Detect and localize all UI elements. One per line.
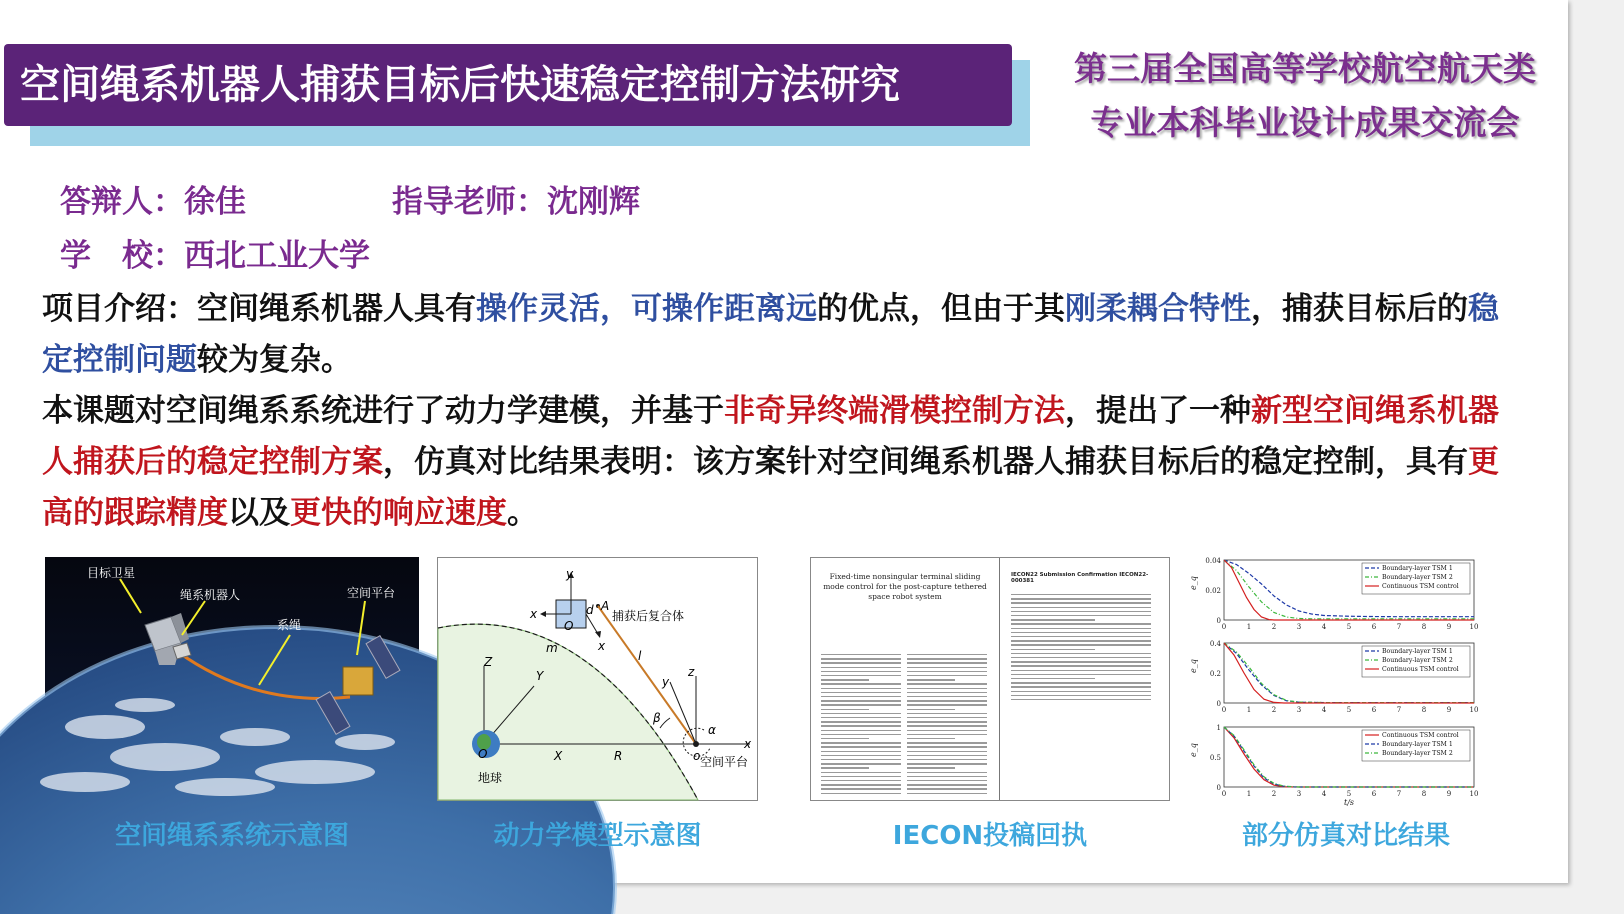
conference-line-2: 专业本科毕业设计成果交流会 <box>1090 103 1520 142</box>
text-line <box>1011 695 1151 696</box>
space-tether-system-image <box>45 557 419 801</box>
x-tick-label: 9 <box>1446 623 1452 631</box>
x-tick-label: 1 <box>1246 623 1252 631</box>
text-line <box>1011 615 1151 616</box>
y-axis-label: e_q <box>1189 576 1198 590</box>
sim-chart-3 <box>1189 724 1478 807</box>
y2-label: y <box>662 675 670 689</box>
conference-line-1: 第三届全国高等学校航空航天类 <box>1074 49 1536 88</box>
text-line <box>907 793 987 794</box>
text-line <box>907 696 987 697</box>
mn-label: m <box>546 641 558 655</box>
text-line <box>1011 644 1151 645</box>
alpha-label: α <box>708 723 716 737</box>
legend-entry: Boundary-layer TSM 1 <box>1382 565 1453 572</box>
x2-label: x <box>744 737 752 751</box>
text-line <box>907 692 987 693</box>
x-tick-label: 9 <box>1446 706 1452 714</box>
text-line <box>1011 649 1095 650</box>
intro-run: 以及 <box>228 495 290 531</box>
y-axis-label: Y <box>536 669 544 683</box>
legend-entry: Continuous TSM control <box>1382 666 1459 673</box>
y-tick-label: 0.4 <box>1209 640 1221 648</box>
x-tick-label: 3 <box>1296 790 1302 798</box>
text-line <box>1011 653 1151 654</box>
x-axis-label: t/s <box>1343 798 1355 807</box>
text-line <box>907 709 955 710</box>
iecon-receipt-image <box>810 557 1170 801</box>
r-label: R <box>614 749 623 763</box>
platform-label: 空间平台 <box>347 586 396 600</box>
text-line <box>1011 598 1151 599</box>
text-line <box>907 767 955 768</box>
text-line <box>907 742 987 743</box>
xb-label: x <box>530 607 538 621</box>
text-line <box>1011 623 1151 624</box>
text-line <box>1011 691 1151 692</box>
text-line <box>821 730 901 731</box>
legend-entry: Boundary-layer TSM 2 <box>1382 657 1453 664</box>
text-line <box>1011 611 1151 612</box>
x-tick-label: 9 <box>1446 790 1452 798</box>
text-line <box>907 700 987 701</box>
o2-label: o <box>693 749 701 763</box>
x-tick-label: 1 <box>1246 790 1252 798</box>
x-tick-label: 0 <box>1221 706 1227 714</box>
figure-caption-system: 空间绳系系统示意图 <box>114 821 349 851</box>
text-line <box>821 772 901 773</box>
text-line <box>821 721 901 722</box>
text-line <box>907 784 987 785</box>
project-introduction <box>42 284 1527 539</box>
intro-run: ，提出了一种 <box>1065 393 1251 429</box>
text-line <box>907 734 987 735</box>
intro-run: 非奇异终端滑模控制方法 <box>724 393 1065 429</box>
x-tick-label: 3 <box>1296 623 1302 631</box>
x-tick-label: 6 <box>1371 706 1377 714</box>
intro-run: 刚柔耦合特性 <box>1065 291 1251 327</box>
slide-title: 空间绳系机器人捕获目标后快速稳定控制方法研究 <box>4 44 1012 126</box>
text-line <box>907 675 987 676</box>
text-line <box>907 776 987 777</box>
x-tick-label: 8 <box>1421 623 1427 631</box>
text-line <box>821 717 901 718</box>
text-line <box>821 700 901 701</box>
text-line <box>1011 699 1151 700</box>
text-line <box>907 772 987 773</box>
x-tick-label: 4 <box>1321 706 1327 714</box>
x-tick-label: 7 <box>1396 790 1402 798</box>
y-tick-label: 1 <box>1216 724 1221 732</box>
simulation-comparison-charts <box>1186 557 1486 807</box>
text-line <box>907 759 987 760</box>
figure-caption-dynamics: 动力学模型示意图 <box>493 821 702 851</box>
text-line <box>1011 632 1151 633</box>
intro-paragraph-2 <box>42 386 1527 539</box>
dynamics-model-diagram <box>437 557 758 801</box>
text-line <box>907 713 987 714</box>
text-line <box>821 713 901 714</box>
x-tick-label: 0 <box>1221 790 1227 798</box>
text-line <box>821 704 901 705</box>
legend-entry: Boundary-layer TSM 1 <box>1382 648 1453 655</box>
text-line <box>907 667 987 668</box>
text-line <box>907 730 987 731</box>
text-line <box>821 725 901 726</box>
y-tick-label: 0.02 <box>1205 587 1221 595</box>
paper-first-page <box>811 558 1000 800</box>
text-line <box>1011 678 1095 679</box>
text-line <box>1011 607 1151 608</box>
text-line <box>821 675 901 676</box>
paper-title: Fixed-time nonsingular terminal sliding mode control for the post-capture tethered space robot system <box>823 572 987 601</box>
text-line <box>821 767 869 768</box>
yb-label: y <box>566 567 574 581</box>
text-line <box>821 671 901 672</box>
text-line <box>821 692 901 693</box>
text-line <box>1011 665 1151 666</box>
text-line <box>821 696 901 697</box>
text-line <box>907 688 987 689</box>
text-line <box>821 755 901 756</box>
text-line <box>907 658 987 659</box>
figure-caption-iecon: IECON投稿回执 <box>892 821 1088 851</box>
text-line <box>821 654 901 655</box>
text-line <box>821 738 869 739</box>
text-line <box>821 784 901 785</box>
intro-run: 操作灵活，可操作距离远 <box>476 291 817 327</box>
y-tick-label: 0.04 <box>1205 557 1221 565</box>
robot-label: 绳系机器人 <box>180 588 241 602</box>
presenter: 答辩人：徐佳 <box>60 184 246 220</box>
text-line <box>821 683 901 684</box>
x-tick-label: 2 <box>1271 623 1277 631</box>
target-satellite-label: 目标卫星 <box>87 566 136 580</box>
intro-run: 新型空间绳系机器人捕获后的稳定控制方案 <box>42 393 1499 480</box>
text-line <box>821 793 901 794</box>
intro-paragraph-1 <box>42 284 1527 386</box>
text-line <box>907 679 955 680</box>
text-line <box>1011 594 1151 595</box>
earth-label: 地球 <box>478 771 503 785</box>
x-tick-label: 5 <box>1346 706 1352 714</box>
text-line <box>1011 686 1151 687</box>
intro-run: 更高的跟踪精度 <box>42 444 1499 531</box>
text-line <box>1011 619 1095 620</box>
text-line <box>1011 657 1151 658</box>
text-line <box>821 780 901 781</box>
x-tick-label: 8 <box>1421 706 1427 714</box>
text-line <box>907 738 955 739</box>
text-line <box>907 662 987 663</box>
email-confirmation <box>1001 558 1169 800</box>
ob-label: O <box>564 619 574 633</box>
text-line <box>821 759 901 760</box>
x-tick-label: 10 <box>1469 706 1479 714</box>
sim-chart-2 <box>1189 640 1478 714</box>
legend-entry: Continuous TSM control <box>1382 732 1459 739</box>
x-tick-label: 4 <box>1321 623 1327 631</box>
text-line <box>1011 674 1151 675</box>
z2-label: z <box>688 665 695 679</box>
text-line <box>1011 628 1151 629</box>
platform-label-2: 空间平台 <box>700 755 749 769</box>
text-line <box>821 776 901 777</box>
x-tick-label: 1 <box>1246 706 1252 714</box>
sim-chart-1 <box>1189 557 1478 631</box>
text-line <box>821 658 901 659</box>
origin-label: O <box>478 747 488 761</box>
text-line <box>907 746 987 747</box>
text-line <box>907 788 987 789</box>
tether-length-label: l <box>638 649 642 663</box>
x-tick-label: 6 <box>1371 623 1377 631</box>
intro-run: 的优点，但由于其 <box>817 291 1065 327</box>
text-line <box>907 721 987 722</box>
x-tick-label: 0 <box>1221 623 1227 631</box>
text-line <box>821 662 901 663</box>
text-line <box>821 667 901 668</box>
legend-entry: Boundary-layer TSM 2 <box>1382 574 1453 581</box>
text-line <box>1011 602 1151 603</box>
text-line <box>907 763 987 764</box>
text-line <box>907 717 987 718</box>
x-tick-label: 5 <box>1346 623 1352 631</box>
y-tick-label: 0.5 <box>1209 754 1221 762</box>
x-tick-label: 4 <box>1321 790 1327 798</box>
text-line <box>821 688 901 689</box>
legend-entry: Continuous TSM control <box>1382 583 1459 590</box>
x-tick-label: 7 <box>1396 706 1402 714</box>
text-line <box>907 751 987 752</box>
x-tick-label: 2 <box>1271 790 1277 798</box>
x-axis-label: X <box>554 749 563 763</box>
intro-run: 更快的响应速度 <box>290 495 507 531</box>
point-a-label: A <box>601 599 610 613</box>
text-line <box>821 734 901 735</box>
text-line <box>821 679 869 680</box>
text-line <box>907 671 987 672</box>
x-tick-label: 10 <box>1469 790 1479 798</box>
figure-caption-simulation: 部分仿真对比结果 <box>1241 821 1450 851</box>
text-line <box>1011 640 1151 641</box>
y-tick-label: 0.2 <box>1209 670 1221 678</box>
intro-run: ，仿真对比结果表明：该方案针对空间绳系机器人捕获目标后的稳定控制，具有 <box>383 444 1468 480</box>
d-label: d <box>586 603 594 617</box>
text-line <box>1011 636 1151 637</box>
intro-run: 本课题对空间绳系系统进行了动力学建模，并基于 <box>42 393 724 429</box>
advisor: 指导老师：沈刚辉 <box>392 184 640 220</box>
x-tick-label: 7 <box>1396 623 1402 631</box>
text-line <box>821 709 869 710</box>
beta-label: β <box>653 711 661 725</box>
intro-run: 稳定控制问题 <box>42 291 1499 378</box>
x-tick-label: 10 <box>1469 623 1479 631</box>
xb-lower-label: x <box>598 639 606 653</box>
y-tick-label: 0 <box>1216 784 1221 792</box>
conference-title <box>1045 42 1565 150</box>
x-tick-label: 6 <box>1371 790 1377 798</box>
intro-run: 较为复杂。 <box>197 342 352 378</box>
text-line <box>907 654 987 655</box>
intro-run: 。 <box>507 495 538 531</box>
intro-run: ，捕获目标后的 <box>1251 291 1468 327</box>
text-line <box>907 704 987 705</box>
text-line <box>907 780 987 781</box>
y-tick-label: 0 <box>1216 617 1221 625</box>
text-line <box>821 742 901 743</box>
text-line <box>907 725 987 726</box>
composite-label: 捕获后复合体 <box>612 609 685 623</box>
text-line <box>907 755 987 756</box>
x-tick-label: 3 <box>1296 706 1302 714</box>
text-line <box>1011 670 1151 671</box>
text-line <box>1011 682 1151 683</box>
x-tick-label: 2 <box>1271 706 1277 714</box>
text-line <box>821 763 901 764</box>
school: 学 校：西北工业大学 <box>60 238 370 274</box>
legend-entry: Boundary-layer TSM 1 <box>1382 741 1453 748</box>
text-line <box>821 751 901 752</box>
y-axis-label: e_q <box>1189 659 1198 673</box>
z-axis-label: Z <box>484 655 493 669</box>
y-tick-label: 0 <box>1216 700 1221 708</box>
y-axis-label: e_q <box>1189 743 1198 757</box>
text-line <box>907 683 987 684</box>
email-subject: IECON22 Submission Confirmation IECON22-000381 <box>1011 572 1149 584</box>
tether-label: 系绳 <box>277 618 302 632</box>
x-tick-label: 5 <box>1346 790 1352 798</box>
intro-run: 项目介绍：空间绳系机器人具有 <box>42 291 476 327</box>
text-line <box>821 788 901 789</box>
legend-entry: Boundary-layer TSM 2 <box>1382 750 1453 757</box>
text-line <box>1011 661 1151 662</box>
simulation-charts-svg <box>1186 557 1486 807</box>
text-line <box>821 746 901 747</box>
x-tick-label: 8 <box>1421 790 1427 798</box>
